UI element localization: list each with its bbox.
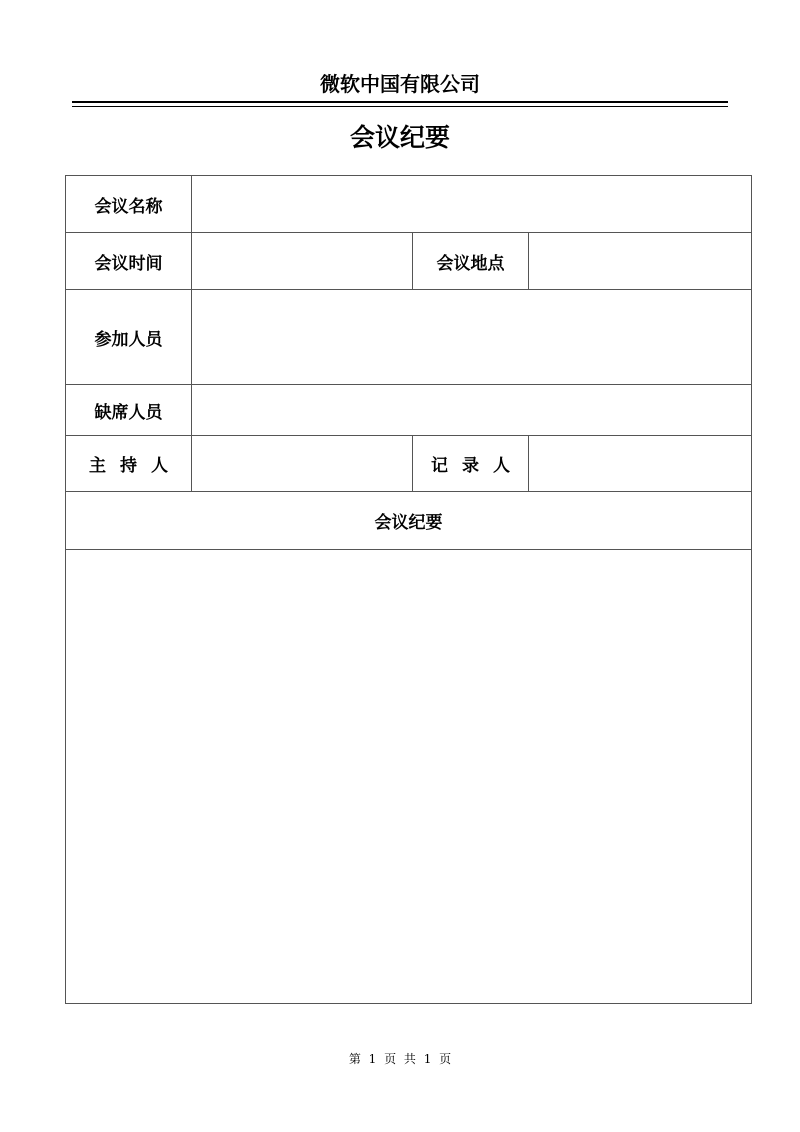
host-label: 主持人 xyxy=(89,456,182,476)
recorder-label: 记录人 xyxy=(431,456,524,476)
minutes-body-field[interactable] xyxy=(66,550,752,1004)
row-meeting-time-place xyxy=(66,233,752,290)
meeting-place-label: 会议地点 xyxy=(413,233,529,290)
meeting-time-field[interactable] xyxy=(192,233,413,290)
row-absentees xyxy=(66,385,752,436)
meeting-name-label: 会议名称 xyxy=(66,176,192,233)
row-host-recorder xyxy=(66,436,752,492)
meeting-time-label: 会议时间 xyxy=(66,233,192,290)
page-number: 第 1 页 共 1 页 xyxy=(348,1052,452,1066)
recorder-label-cell xyxy=(413,436,529,492)
row-attendees xyxy=(66,290,752,385)
meeting-name-field[interactable] xyxy=(192,176,752,233)
absentees-field[interactable] xyxy=(192,385,752,436)
row-minutes-body xyxy=(66,550,752,1004)
host-label-cell xyxy=(66,436,192,492)
row-meeting-name xyxy=(66,176,752,233)
company-name: 微软中国有限公司 xyxy=(320,72,480,96)
row-minutes-header xyxy=(66,492,752,550)
attendees-field[interactable] xyxy=(192,290,752,385)
absentees-label: 缺席人员 xyxy=(66,385,192,436)
minutes-section-label: 会议纪要 xyxy=(66,492,752,550)
meeting-minutes-form xyxy=(65,175,752,1004)
document-title: 会议纪要 xyxy=(349,123,450,152)
header-rule-thin xyxy=(72,106,728,107)
header-rule-thick xyxy=(72,101,728,103)
attendees-label: 参加人员 xyxy=(66,290,192,385)
recorder-field[interactable] xyxy=(529,436,752,492)
meeting-place-field[interactable] xyxy=(529,233,752,290)
host-field[interactable] xyxy=(192,436,413,492)
